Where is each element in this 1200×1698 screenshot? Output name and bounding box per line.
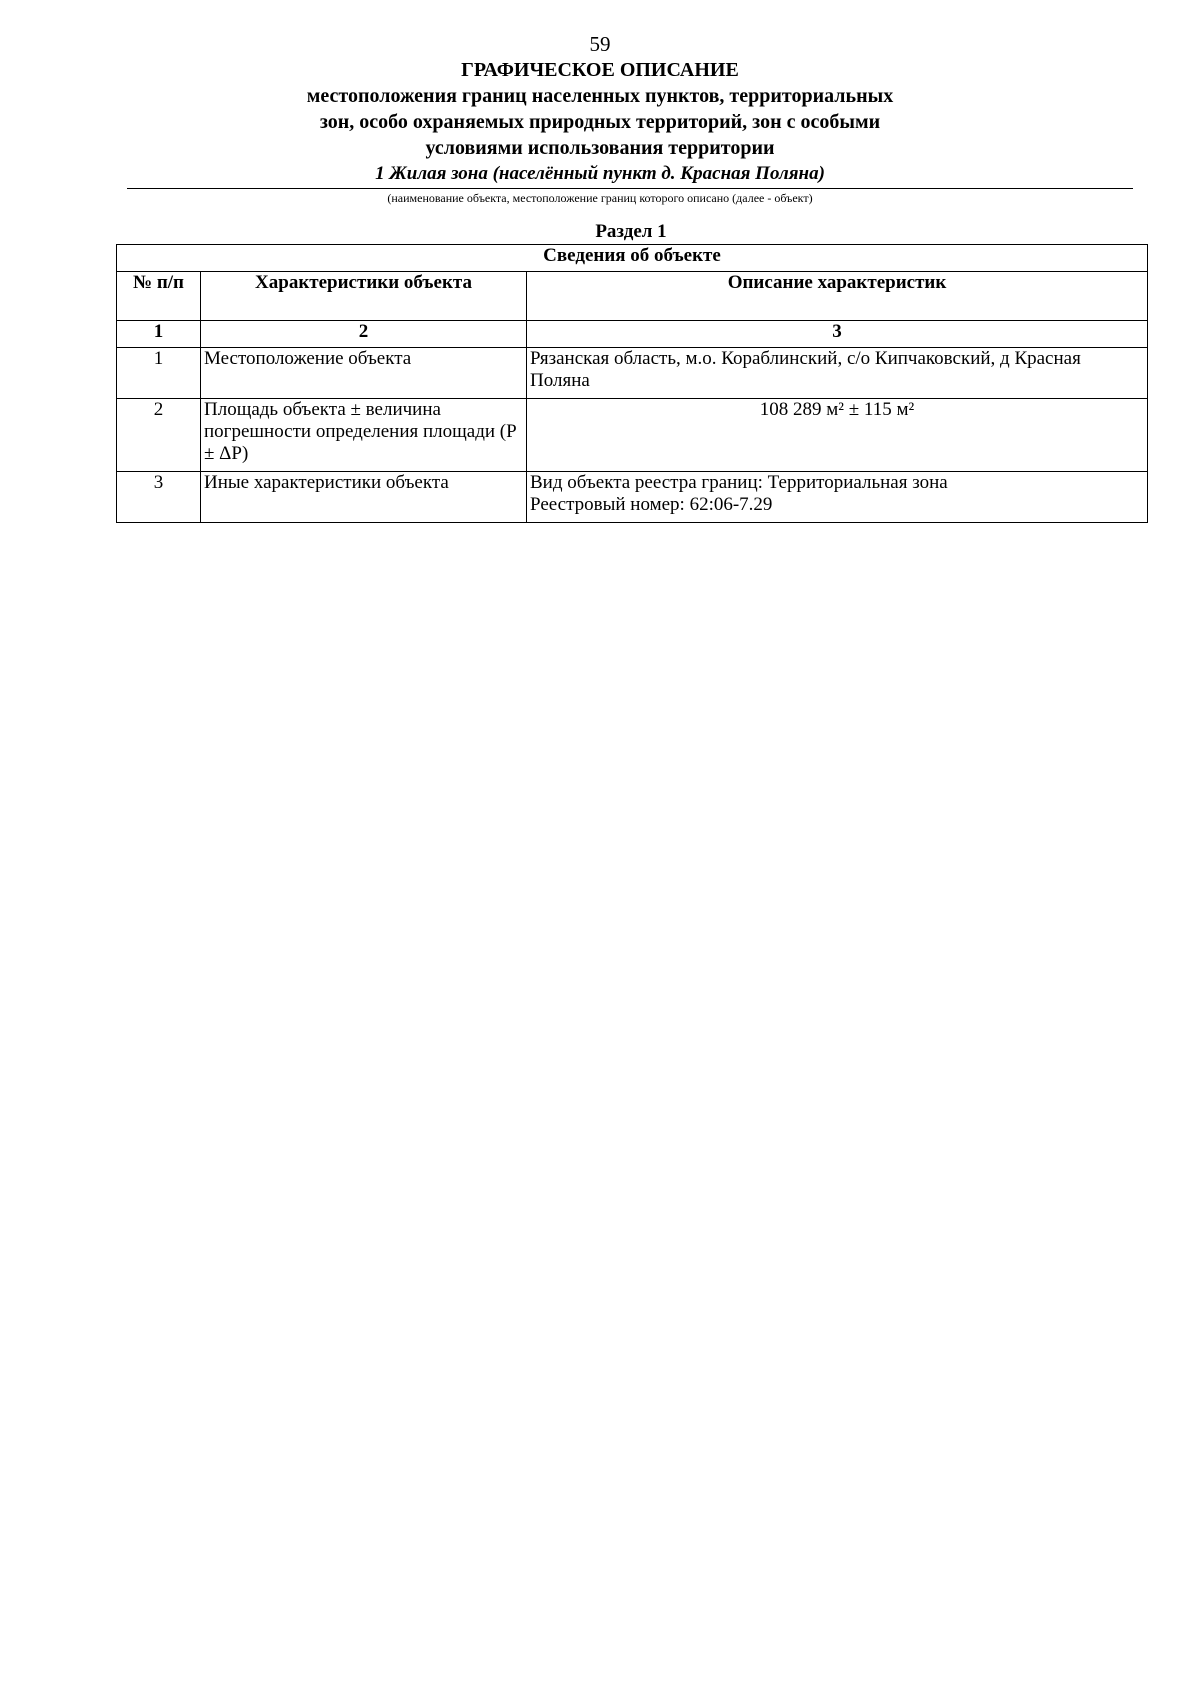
row-number: 3 (117, 472, 201, 523)
row-description-line: Вид объекта реестра границ: Территориальная зона (530, 472, 948, 493)
column-number-3: 3 (527, 321, 1148, 348)
document-subtitle-line-2: зон, особо охраняемых природных территорий, зон с особыми (319, 111, 881, 133)
table-row (117, 348, 1148, 399)
table-row (117, 399, 1148, 472)
document-subtitle-line-3: условиями использования территории (425, 137, 775, 159)
row-description-line: Реестровый номер: 62:06-7.29 (530, 494, 773, 515)
table-header-row (117, 272, 1148, 321)
column-number-2: 2 (201, 321, 527, 348)
row-description (527, 348, 1148, 399)
row-description-line: 108 289 м² ± 115 м² (759, 399, 915, 420)
object-name-underline (127, 188, 1133, 189)
table-column-numbers-row (117, 321, 1148, 348)
row-characteristic: Иные характеристики объекта (201, 472, 527, 523)
table-caption: Сведения об объекте (117, 245, 1148, 272)
page-number: 59 (589, 32, 611, 56)
column-header-number: № п/п (117, 272, 201, 321)
row-number: 1 (117, 348, 201, 399)
object-name: 1 Жилая зона (населённый пункт д. Красная Поляна) (375, 163, 825, 184)
document-title: ГРАФИЧЕСКОЕ ОПИСАНИЕ (461, 59, 739, 81)
column-header-characteristic: Характеристики объекта (201, 272, 527, 321)
object-info-table (116, 244, 1148, 523)
column-header-description: Описание характеристик (527, 272, 1148, 321)
object-caption: (наименование объекта, местоположение границ которого описано (далее - объект) (387, 191, 813, 205)
section-title: Раздел 1 (595, 221, 667, 242)
table-caption-row (117, 245, 1148, 272)
table-row (117, 472, 1148, 523)
row-number: 2 (117, 399, 201, 472)
row-description-line: Рязанская область, м.о. Кораблинский, с/о Кипчаковский, д Красная Поляна (530, 348, 1081, 391)
row-description (527, 472, 1148, 523)
document-header (0, 58, 1200, 187)
row-characteristic: Площадь объекта ± величина погрешности определения площади (P ± ΔP) (201, 399, 527, 472)
column-number-1: 1 (117, 321, 201, 348)
document-subtitle-line-1: местоположения границ населенных пунктов, территориальных (306, 85, 894, 107)
row-description (527, 399, 1148, 472)
row-characteristic: Местоположение объекта (201, 348, 527, 399)
